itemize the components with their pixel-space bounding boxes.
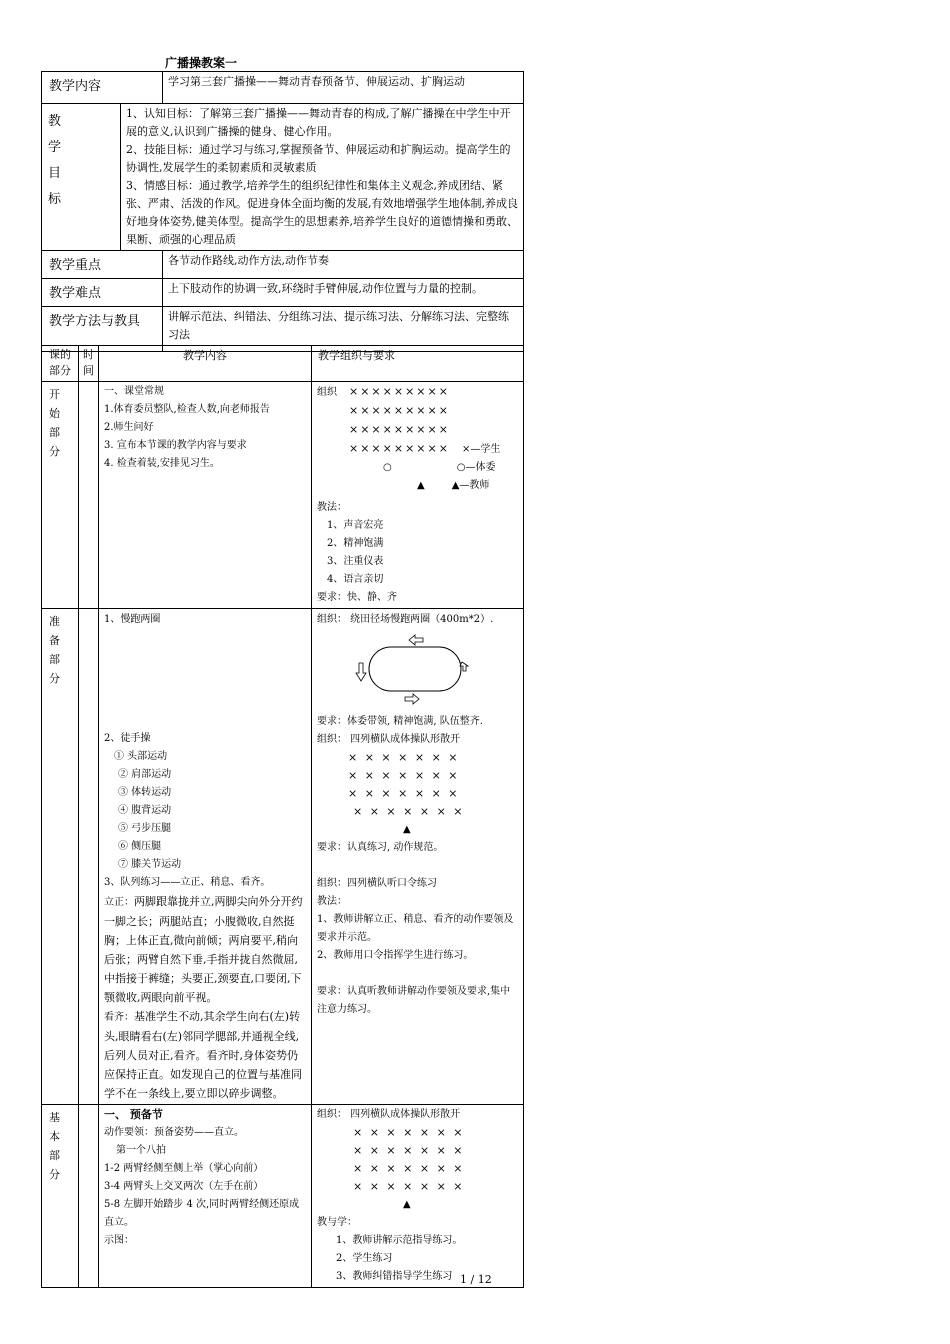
run-organization: 组织： 绕田径场慢跑两圈（400m*2）. [317,614,494,625]
freehand-item: ① 头部运动 [114,751,168,762]
teacher-marker: ▲ [417,480,425,491]
basic-section-title: 一、 预备节 [104,1108,163,1121]
teacher-marker: ▲ [403,1199,411,1210]
start-organization [312,382,524,609]
formation-row-2: ××××××××× [349,404,450,417]
basic-time-cell [79,1105,99,1288]
track-diagram [317,629,518,713]
basic-formation-row: × × × × × × × [353,1162,465,1175]
content-row [42,72,524,104]
goals-list [121,104,524,251]
basic-formation-row: × × × × × × × [353,1144,465,1157]
header-organization: 教学组织与要求 [312,346,524,382]
freehand-formation-row: × × × × × × × [348,769,460,782]
prep-row [42,609,524,1105]
basic-method-item: 2、学生练习 [336,1253,393,1264]
method-item: 3、注重仪表 [327,556,384,567]
goal-item: 1、认知目标：了解第三套广播操——舞动青春的构成,了解广播操在中学生中开展的意义,认识到广播操的健身、健心作用。 [126,107,511,138]
org-label: 组织 [317,387,337,398]
basic-organization [312,1105,524,1288]
basic-line: 3-4 两臂头上交叉两次（左手在前） [104,1181,264,1192]
method-item: 1、声音宏亮 [327,520,384,531]
run-title: 1、慢跑两圈 [104,614,161,625]
prep-time-cell [79,609,99,1105]
freehand-organization: 组织： 四列横队成体操队形散开 [317,734,461,745]
arrow-left-icon [409,635,423,645]
basic-line: 示图： [104,1235,134,1246]
goals-label-text: 教学目标 [48,114,62,207]
formation-row-5 [317,459,518,477]
start-content-line: 1.体育委员整队,检查人数,向老师报告 [104,404,270,415]
basic-row [42,1105,524,1288]
header-time: 时间 [79,346,99,382]
focus-label: 教学重点 [42,251,163,279]
freehand-item: ⑦ 膝关节运动 [118,859,182,870]
stand-label: 立正： [104,897,134,908]
drill-method-label: 教法： [317,896,347,907]
header-content: 教学内容 [99,346,312,382]
basic-line: 动作要领：预备姿势——直立。 [104,1127,244,1138]
student-grid-row: ××××××××× [349,385,450,398]
basic-line: 1-2 两臂经侧至侧上举（掌心向前） [104,1163,264,1174]
basic-line: 5-8 左脚开始踏步 4 次,同时两臂经侧还原成直立。 [104,1199,300,1228]
basic-method-item: 1、教师讲解示范指导练习。 [336,1235,463,1246]
header-row [42,346,524,382]
start-content-line: 2.师生问好 [104,422,154,433]
legend-teacher: ▲—教师 [451,480,490,491]
prep-content [99,609,312,1105]
freehand-title: 2、徒手操 [104,733,151,744]
page-number: 1 / 12 [460,1273,492,1286]
start-content-line: 4. 检查着装,安排见习生。 [104,458,220,469]
start-content-line: 3. 宣布本节课的教学内容与要求 [104,440,247,451]
basic-part-label: 基本部分 [42,1105,79,1288]
freehand-formation-row: × × × × × × × [353,805,465,818]
align-text: 基准学生不动,其余学生向右(左)转头,眼睛看右(左)邻同学腮部,并通视全线,后列人员对正,看齐。看齐时,身体姿势仍应保持正直。如发现自己的位置与基准同学不在一条线上,要立即以碎步调整。 [104,1010,302,1100]
monitor-marker: ○ [383,462,392,473]
formation-row-6 [317,477,518,495]
document-title: 广播操教案一 [165,56,238,70]
stand-text: 两脚跟靠拢并立,两脚尖向外分开约一脚之长；两腿站直；小腹微收,自然挺胸；上体正直,微向前倾；两肩要平,稍向后张；两臂自然下垂,手指并拢自然微屈,中指接于裤缝；头要正,颈要直,口要闭,下颚微收,两眼向前平视。 [104,895,303,1004]
teacher-marker: ▲ [403,824,411,835]
goals-label [42,104,121,251]
goal-item: 2、技能目标：通过学习与练习,掌握预备节、伸展运动和扩胸运动。提高学生的协调性,发展学生的柔韧素质和灵敏素质 [126,143,511,174]
method-item: 4、语言亲切 [327,574,384,585]
freehand-item: ③ 体转运动 [118,787,172,798]
difficulty-value: 上下肢动作的协调一致,环绕时手臂伸展,动作位置与力量的控制。 [163,279,524,307]
legend-monitor: ○—体委 [456,462,496,473]
formation-row-3: ××××××××× [349,423,450,436]
difficulty-row [42,279,524,307]
freehand-requirement: 要求：认真练习, 动作规范。 [317,842,444,853]
drill-method-item: 1、教师讲解立正、稍息、看齐的动作要领及要求并示范。 [317,914,514,943]
formation-row-4: ××××××××× ×—学生 [349,442,501,455]
lesson-info-table [41,71,524,352]
prep-organization [312,609,524,1105]
track-svg [317,629,517,713]
arrow-right-icon [405,694,419,704]
start-content-line: 一、课堂常规 [104,386,164,397]
drill-title: 3、队列练习——立正、稍息、看齐。 [104,877,271,888]
freehand-item: ⑥ 侧压腿 [118,841,162,852]
align-paragraph [104,1007,306,1103]
goal-item: 3、情感目标：通过教学,培养学生的组织纪律性和集体主义观念,养成团结、紧张、严肃、活泼的作风。促进身体全面均衡的发展,有效地增强学生地体制,养成良好地身体姿势,健美体型。提高学生的思想素养,培养学生良好的道德情操和勇敢、果断、顽强的心理品质 [126,179,518,246]
method-item: 2、精神饱满 [327,538,384,549]
focus-row [42,251,524,279]
lesson-plan-table [41,345,524,1288]
goals-row [42,104,524,251]
drill-requirement: 要求：认真听教师讲解动作要领及要求,集中注意力练习。 [317,986,511,1015]
basic-formation-row: × × × × × × × [353,1126,465,1139]
start-part-label: 开始部分 [42,382,79,609]
content-value: 学习第三套广播操——舞动青春预备节、伸展运动、扩胸运动 [163,72,524,104]
drill-organization: 组织：四列横队听口令练习 [317,878,437,889]
basic-method-item: 3、教师纠错指导学生练习 [336,1271,453,1282]
start-time-cell [79,382,99,609]
methods-label: 教学方法与教具 [42,307,163,352]
methods-value: 讲解示范法、纠错法、分组练习法、提示练习法、分解练习法、完整练习法 [163,307,524,352]
header-part: 课的部分 [42,346,79,382]
start-requirement: 要求：快、静、齐 [317,592,397,603]
start-row [42,382,524,609]
freehand-item: ⑤ 弓步压腿 [118,823,172,834]
basic-org: 组织： 四列横队成体操队形散开 [317,1109,461,1120]
stand-paragraph [104,892,306,1007]
basic-content [99,1105,312,1288]
basic-formation-row: × × × × × × × [353,1180,465,1193]
legend-student: ×—学生 [461,444,501,455]
align-label: 看齐： [104,1012,134,1023]
difficulty-label: 教学难点 [42,279,163,307]
freehand-item: ② 肩部运动 [118,769,172,780]
prep-part-label: 准备部分 [42,609,79,1105]
focus-value: 各节动作路线,动作方法,动作节奏 [163,251,524,279]
basic-method-label: 教与学： [317,1217,357,1228]
content-label: 教学内容 [42,72,163,104]
formation-row-1 [317,383,518,402]
freehand-item: ④ 腹背运动 [118,805,172,816]
freehand-formation-row: × × × × × × × [348,751,460,764]
basic-line: 第一个八拍 [116,1145,166,1156]
method-label: 教法： [317,502,347,513]
start-content [99,382,312,609]
freehand-formation-row: × × × × × × × [348,787,460,800]
drill-method-item: 2、教师用口令指挥学生进行练习。 [317,950,474,961]
arrow-down-icon [356,663,366,681]
track-oval [369,647,461,691]
run-requirement: 要求：体委带领, 精神饱满, 队伍整齐. [317,716,483,727]
